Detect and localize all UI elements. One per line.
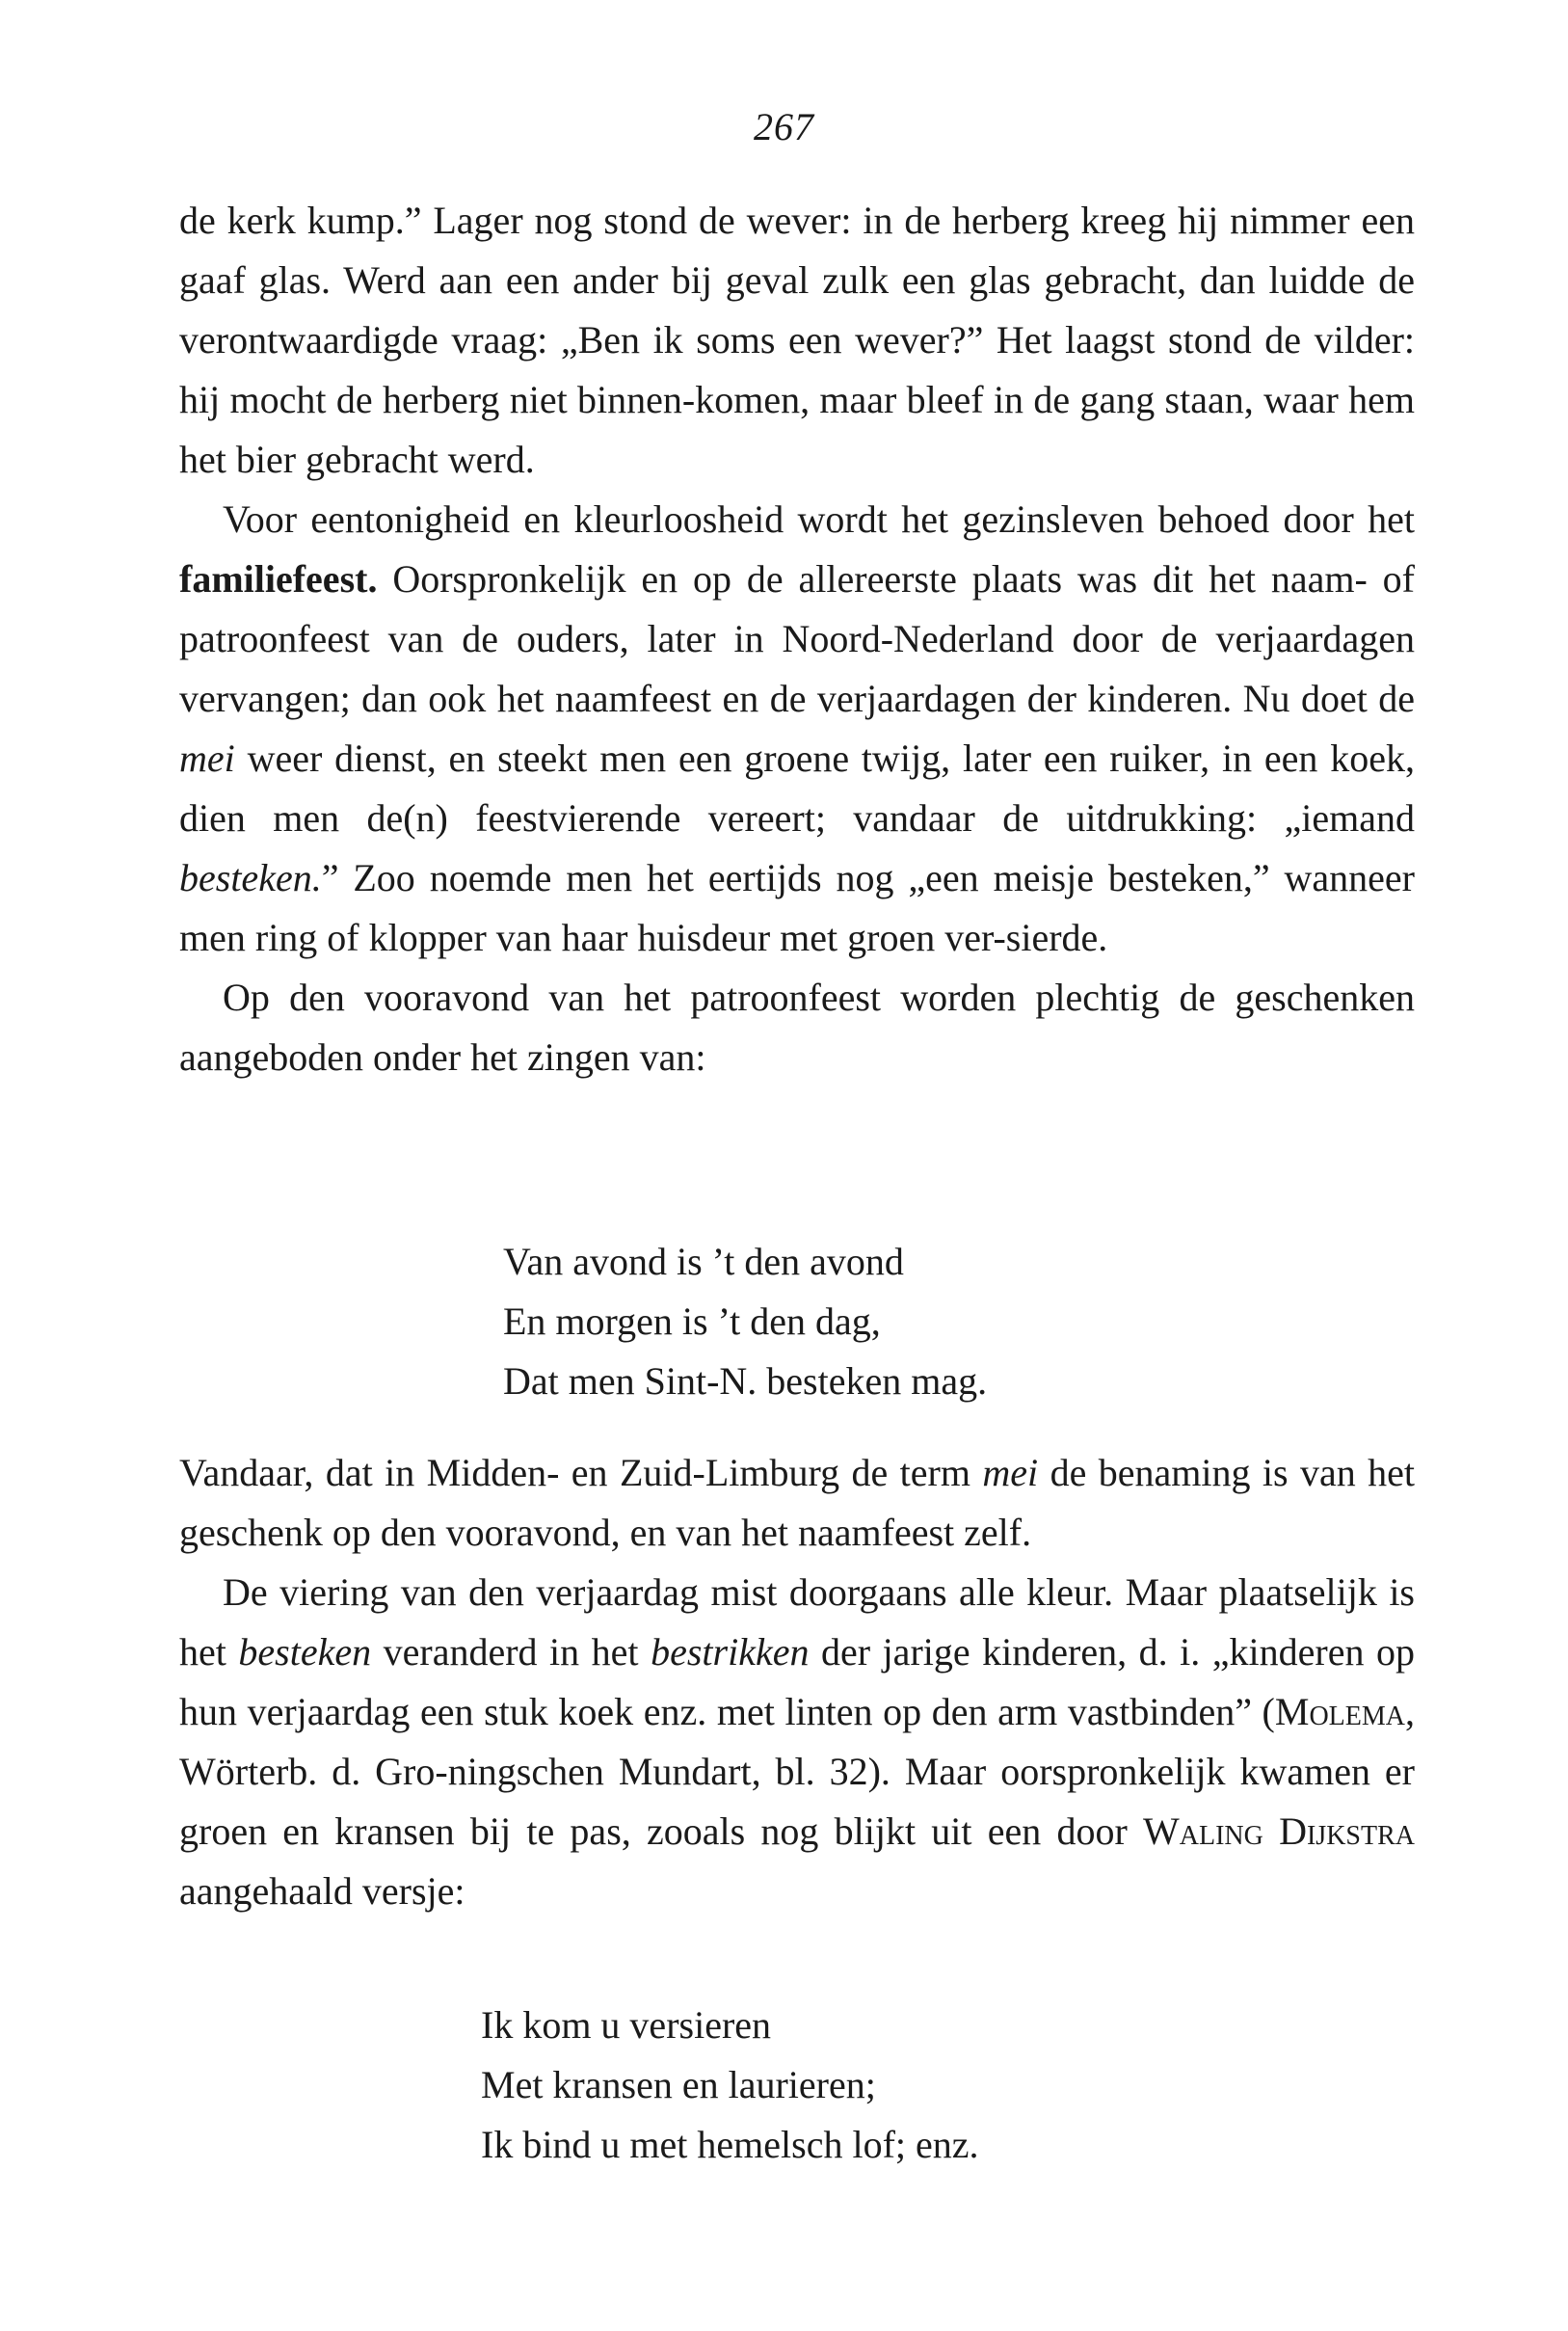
verse-2-line-1: Ik kom u versieren [481,2003,772,2047]
paragraph-5-text-e: der jarige kinderen, d. i. „kinderen op hun verjaardag een stuk koek enz. met linten op den arm vastbinden” ( [179,1630,1415,1733]
term-mei-2: mei [982,1451,1039,1494]
verse-2 [481,1996,979,2175]
paragraph-2-text-a: Voor eentonigheid en kleurloosheid wordt het gezinsleven behoed door het [223,497,1415,541]
term-mei: mei [179,737,235,780]
verse-1-line-3: Dat men Sint-N. besteken mag. [503,1359,988,1403]
term-besteken-2: besteken [238,1630,372,1674]
term-familiefeest: familiefeest. [179,557,378,601]
verse-1-line-1: Van avond is ’t den avond [503,1240,904,1283]
paragraph-1-text: de kerk kump.” Lager nog stond de wever: in de herberg kreeg hij nimmer een gaaf glas. Werd aan een ander bij geval zulk een glas gebracht, dan luidde de verontwaardigde vraag: „Ben ik soms een wever?” Het laagst stond de vilder: hij mocht de herberg niet binnen-komen, maar bleef in de gang staan, waar hem het bier gebracht werd. [179,199,1415,481]
verse-2-line-3: Ik bind u met hemelsch lof; enz. [481,2123,979,2166]
paragraph-1 [179,191,1415,490]
author-waling-dijkstra: Waling Dijkstra [1143,1809,1415,1853]
text-block-lower [179,1443,1415,1921]
author-molema: Molema [1274,1690,1405,1733]
term-bestrikken: bestrikken [651,1630,810,1674]
paragraph-2-text-c: Oorspronkelijk en op de allereerste plaats was dit het naam- of patroonfeest van de ouders, later in Noord-Nederland door de verjaardagen vervangen; dan ook het naamfeest en de verjaardagen der kinderen. Nu doet de [179,557,1415,720]
page-number: 267 [754,105,814,148]
paragraph-5 [179,1563,1415,1921]
paragraph-3-text: Op den vooravond van het patroonfeest worden plechtig de geschenken aangeboden onder het zingen van: [179,976,1415,1079]
term-besteken: besteken. [179,856,322,899]
verse-1 [503,1232,987,1411]
paragraph-4-text-c: de benaming is van het geschenk op den vooravond, en van het naamfeest zelf. [179,1451,1415,1554]
paragraph-2-text-e: weer dienst, en steekt men een groene twijg, later een ruiker, in een koek, dien men de(n) feestvierende vereert; vandaar de uitdrukking: „iemand [179,737,1415,840]
text-block-upper [179,191,1415,1087]
paragraph-4-text-a: Vandaar, dat in Midden- en Zuid-Limburg de term [179,1451,983,1494]
verse-1-line-2: En morgen is ’t den dag, [503,1299,881,1343]
paragraph-2 [179,490,1415,968]
paragraph-4 [179,1443,1415,1563]
paragraph-5-text-a: De viering van den verjaardag mist doorgaans alle kleur. Maar plaatselijk is het [179,1570,1415,1674]
paragraph-5-text-c: veranderd in het [371,1630,651,1674]
verse-2-line-2: Met kransen en laurieren; [481,2063,876,2106]
paragraph-2-text-g: ” Zoo noemde men het eertijds nog „een meisje besteken,” wanneer men ring of klopper van haar huisdeur met groen ver-sierde. [179,856,1415,959]
paragraph-5-text-g: , Wörterb. d. Gro-ningschen Mundart, bl. 32). Maar oorspronkelijk kwamen er groen en kransen bij te pas, zooals nog blijkt uit een door [179,1690,1415,1853]
paragraph-3 [179,968,1415,1087]
paragraph-5-text-i: aangehaald versje: [179,1869,465,1913]
